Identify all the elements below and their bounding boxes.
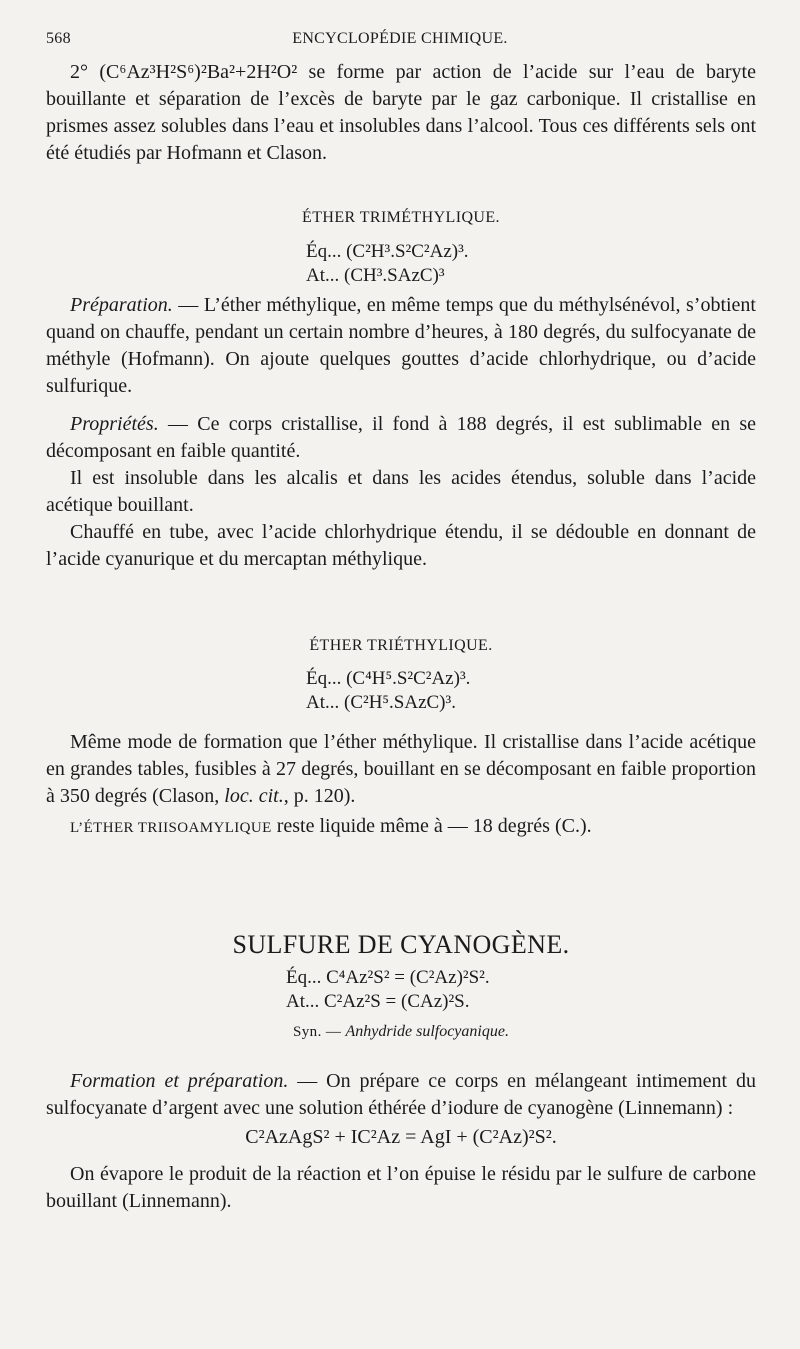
intro-section bbox=[46, 59, 756, 167]
formation-paragraph bbox=[46, 1068, 756, 1122]
preparation-paragraph bbox=[46, 292, 756, 400]
page-number: 568 bbox=[46, 30, 71, 47]
formula-block bbox=[306, 667, 496, 715]
running-head: ENCYCLOPÉDIE CHIMIQUE. bbox=[292, 30, 508, 47]
properties-paragraph bbox=[46, 411, 756, 465]
ether-triethylique-section bbox=[46, 632, 756, 810]
formula-block bbox=[286, 966, 516, 1014]
triisoamylique-label: L’ÉTHER TRIISOAMYLIQUE bbox=[70, 820, 272, 836]
properties-label: Propriétés. bbox=[70, 413, 159, 435]
ether-trimethylique-section bbox=[46, 204, 756, 573]
triisoamylique-paragraph bbox=[46, 813, 756, 842]
equivalent-formula: Éq... (C⁴H⁵.S²C²Az)³. bbox=[306, 668, 471, 689]
formation-paragraph: Même mode de formation que l’éther méthylique. Il cristallise dans l’acide acétique en grandes tables, fusibles à 27 degrés, bouillant en se décomposant en faible proportion à 350 degrés (Clason, loc. cit., p. 120). bbox=[46, 731, 756, 807]
atomic-formula: At... (C²H⁵.SAzC)³. bbox=[306, 692, 456, 713]
equivalent-formula: Éq... C⁴Az²S² = (C²Az)²S². bbox=[286, 967, 490, 988]
synonym-text: Anhydride sulfocyanique. bbox=[345, 1023, 509, 1040]
atomic-formula: At... C²Az²S = (CAz)²S. bbox=[286, 991, 470, 1012]
equivalent-formula: Éq... (C²H³.S²C²Az)³. bbox=[306, 241, 469, 262]
preparation-label: Préparation. bbox=[70, 294, 173, 316]
section-heading: ÉTHER TRIMÉTHYLIQUE. bbox=[302, 209, 500, 226]
triisoamylique-text: reste liquide même à — 18 degrés (C.). bbox=[271, 815, 592, 837]
formula-block bbox=[306, 240, 496, 288]
synonym-line bbox=[46, 1018, 756, 1046]
section-title: SULFURE DE CYANOGÈNE. bbox=[232, 930, 570, 959]
sulfure-section bbox=[46, 931, 756, 1215]
synonym-label: Syn. — bbox=[293, 1024, 346, 1040]
final-paragraph: On évapore le produit de la réaction et l’on épuise le résidu par le sulfure de carbone bouillant (Linnemann). bbox=[46, 1163, 756, 1212]
page-header bbox=[46, 30, 754, 56]
section-heading: ÉTHER TRIÉTHYLIQUE. bbox=[309, 637, 493, 654]
formation-text: — On prépare ce corps en mélangeant intimement du sulfocyanate d’argent avec une solution éthérée d’iodure de cyanogène (Linnemann) : bbox=[46, 1070, 757, 1119]
ether-triisoamylique-section bbox=[46, 813, 756, 842]
heating-paragraph: Chauffé en tube, avec l’acide chlorhydrique étendu, il se dédouble en donnant de l’acide cyanurique et du mercaptan méthylique. bbox=[46, 521, 756, 570]
formation-label: Formation et préparation. bbox=[70, 1070, 289, 1092]
atomic-formula: At... (CH³.SAzC)³ bbox=[306, 265, 445, 286]
properties-text: — Ce corps cristallise, il fond à 188 degrés, il est sublimable en se décomposant en faible quantité. bbox=[46, 413, 756, 462]
solubility-paragraph: Il est insoluble dans les alcalis et dans les acides étendus, soluble dans l’acide acétique bouillant. bbox=[46, 467, 756, 516]
loc-cit: loc. cit. bbox=[224, 785, 284, 807]
reaction-equation: C²AzAgS² + IC²Az = AgI + (C²Az)²S². bbox=[245, 1126, 557, 1148]
intro-paragraph: 2° (C⁶Az³H²S⁶)²Ba²+2H²O² se forme par action de l’acide sur l’eau de baryte bouillante et séparation de l’excès de baryte par le gaz carbonique. Il cristallise en prismes assez solubles dans l’eau et insolubles dans l’alcool. Tous ces différents sels ont été étudiés par Hofmann et Clason. bbox=[46, 61, 756, 164]
preparation-text: — L’éther méthylique, en même temps que du méthylsénévol, s’obtient quand on chauffe, pendant un certain nombre d’heures, à 180 degrés, du sulfocyanate de méthyle (Hofmann). On ajoute quelques gouttes d’acide chlorhydrique, ou d’acide sulfurique. bbox=[46, 294, 756, 397]
